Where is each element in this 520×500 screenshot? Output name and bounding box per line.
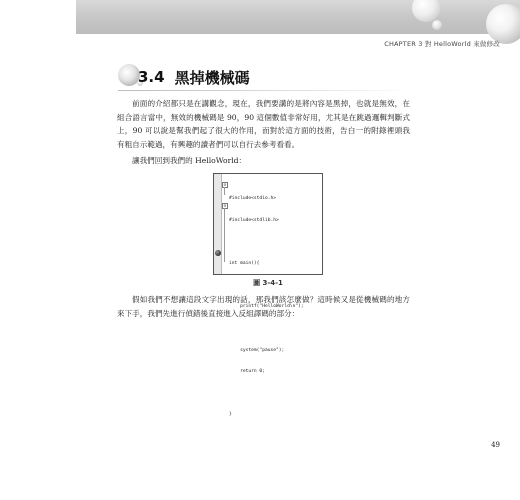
header-decoration-sphere — [486, 4, 520, 44]
breakpoint-icon — [215, 250, 221, 256]
code-gutter — [214, 174, 222, 274]
code-line: system("pause"); — [229, 347, 285, 353]
fold-collapse-icon: ⊟ — [223, 203, 227, 208]
header-decoration-dot — [432, 20, 442, 30]
code-line: return 0; — [229, 369, 265, 375]
code-line — [229, 390, 320, 397]
fold-guide-line — [224, 187, 225, 195]
code-line: #include<stdio.h> — [229, 196, 277, 202]
page-number: 49 — [491, 441, 500, 449]
header-band — [76, 0, 520, 34]
heading-underline — [118, 90, 410, 91]
section-number: 3.4 — [138, 68, 165, 86]
code-line: int main(){ — [229, 261, 260, 267]
figure-caption: 圖 3-4-1 — [253, 279, 283, 287]
paragraph-return-helloworld: 讓我們回到我們的 HelloWorld： — [132, 156, 247, 165]
code-line: #include<stdlib.h> — [229, 218, 279, 223]
section-heading — [120, 66, 250, 88]
code-line — [229, 325, 320, 332]
section-title: 黑掉機械碼 — [174, 68, 250, 87]
code-line: printf("HelloWorld\n"); — [229, 304, 304, 310]
paragraph-intro: 前面的介紹都只是在講觀念，現在，我們要講的是將內容是黑掉，也就是無效，在組合語言當中，無效的機械碼是 90，90 這個數值非常好用，尤其是在跳過邏輯判斷式上，90 可以說是幫我們起了很大的作用，而對於這方面的技術，告白一的附錄裡頭我有粗自示範過，有興趣的讀者們可以自行去參考看看。 — [117, 99, 410, 149]
code-line — [229, 239, 320, 246]
fold-collapse-icon: ⊟ — [223, 182, 227, 187]
paragraph-hide-text: 假如我們不想讓這段文字出現的話，那我們該怎麼做？這時候又是從機械碼的地方來下手，我們先進行偵錯後直接進入反組譯碼的部分： — [117, 295, 410, 318]
code-line: } — [229, 412, 232, 418]
chapter-label: CHAPTER 3 對 HelloWorld 來做修改 — [384, 40, 500, 48]
fold-guide-line — [224, 208, 225, 262]
